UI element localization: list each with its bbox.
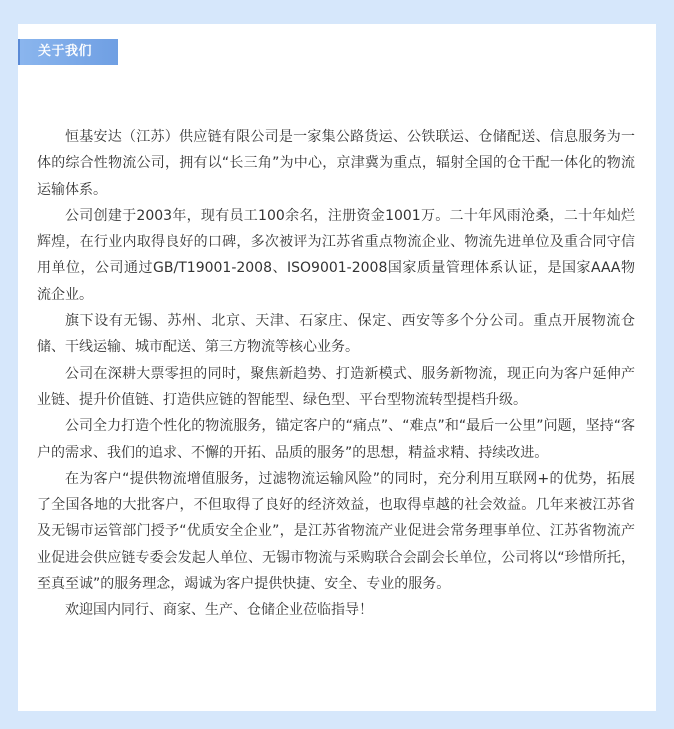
paragraph-history: 公司创建于2003年，现有员工100余名，注册资金1001万。二十年风雨沧桑，二十年灿烂辉煌，在行业内取得良好的口碑，多次被评为江苏省重点物流企业、物流先进单位及重合同守信用单位，公司通过GB/T19001-2008、ISO9001-2008国家质量管理体系认证，是国家AAA物流企业。	[37, 207, 635, 303]
paragraph-welcome: 欢迎国内同行、商家、生产、仓储企业莅临指导！	[65, 602, 373, 619]
about-panel	[18, 24, 656, 711]
paragraph-honors: 在为客户“提供物流增值服务，过滤物流运输风险”的同时，充分利用互联网+的优势，拓展了全国各地的大批客户，不但取得了良好的经济效益，也取得卓越的社会效益。几年来被江苏省及无锡市运管部门授予“优质安全企业”，是江苏省物流产业促进会常务理事单位、江苏省物流产业促进会供应链专委会发起人单位、无锡市物流与采购联合会副会长单位，公司将以“珍惜所托，至真至诚”的服务理念，竭诚为客户提供快捷、安全、专业的服务。	[37, 470, 635, 593]
about-content	[37, 124, 635, 624]
paragraph-branches: 旗下设有无锡、苏州、北京、天津、石家庄、保定、西安等多个分公司。重点开展物流仓储、干线运输、城市配送、第三方物流等核心业务。	[37, 313, 635, 356]
paragraph-service: 公司全力打造个性化的物流服务，锚定客户的“痛点”、“难点”和“最后一公里”问题，坚持“客户的需求、我们的追求、不懈的开拓、品质的服务”的思想，精益求精、持续改进。	[37, 418, 635, 461]
paragraph-strategy: 公司在深耕大票零担的同时，聚焦新趋势、打造新模式、服务新物流，现正向为客户延伸产业链、提升价值链、打造供应链的智能型、绿色型、平台型物流转型提档升级。	[37, 365, 635, 408]
paragraph-intro: 恒基安达（江苏）供应链有限公司是一家集公路货运、公铁联运、仓储配送、信息服务为一体的综合性物流公司，拥有以“长三角”为中心，京津冀为重点，辐射全国的仓干配一体化的物流运输体系。	[37, 129, 635, 198]
section-title: 关于我们	[38, 44, 93, 59]
section-title-tab	[18, 39, 118, 65]
